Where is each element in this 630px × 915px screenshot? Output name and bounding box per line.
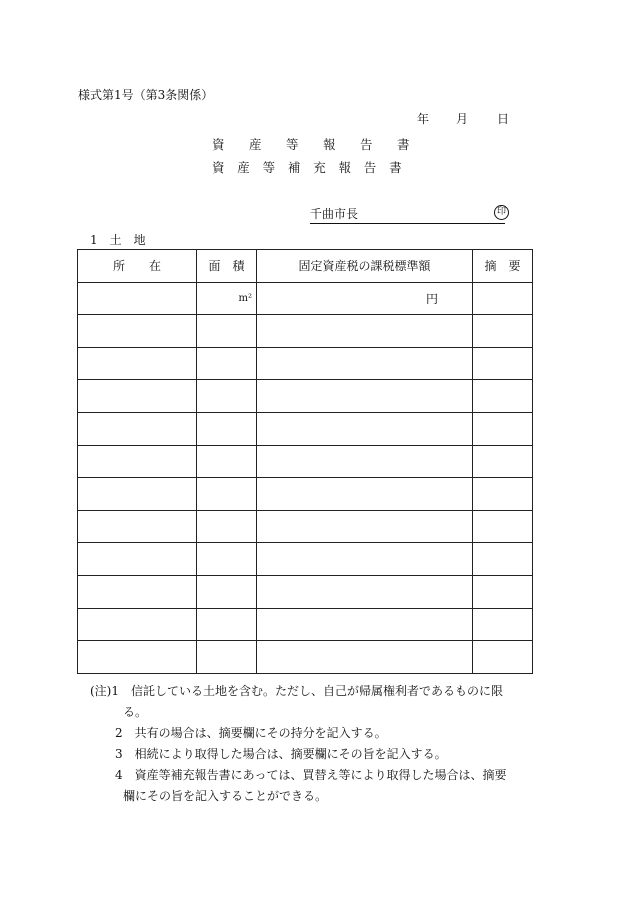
- area-cell[interactable]: [197, 412, 257, 445]
- location-cell[interactable]: [78, 641, 197, 674]
- note-line: る。: [123, 705, 148, 719]
- tax-base-cell[interactable]: [257, 641, 473, 674]
- date-day-label: 日: [497, 112, 510, 126]
- tax-base-cell[interactable]: [257, 543, 473, 576]
- location-cell[interactable]: [78, 543, 197, 576]
- header-area: 面 積: [197, 250, 257, 283]
- table-row: [78, 315, 533, 348]
- remarks-cell[interactable]: [473, 510, 533, 543]
- note-line: 欄にその旨を記入することができる。: [123, 789, 328, 803]
- tax-base-cell[interactable]: [257, 347, 473, 380]
- addressee-line: [310, 205, 505, 224]
- note-line: 4 資産等補充報告書にあっては、買替え等により取得した場合は、摘要: [115, 768, 507, 782]
- document-title-report: [212, 135, 413, 153]
- remarks-cell[interactable]: [473, 380, 533, 413]
- location-cell[interactable]: [78, 347, 197, 380]
- location-cell[interactable]: [78, 412, 197, 445]
- remarks-cell[interactable]: [473, 445, 533, 478]
- area-cell[interactable]: [197, 575, 257, 608]
- header-tax-base: 固定資産税の課税標準額: [257, 250, 473, 283]
- tax-base-cell[interactable]: [257, 315, 473, 348]
- tax-base-cell[interactable]: [257, 445, 473, 478]
- addressee-name: 千曲市長: [310, 207, 359, 221]
- table-row: [78, 575, 533, 608]
- table-row: [78, 282, 533, 315]
- title-char: 報: [323, 137, 336, 152]
- location-cell[interactable]: [78, 315, 197, 348]
- tax-base-cell[interactable]: [257, 282, 473, 315]
- date-month-label: 月: [456, 112, 469, 126]
- title-char: 書: [397, 137, 410, 152]
- tax-base-cell[interactable]: [257, 608, 473, 641]
- area-cell[interactable]: [197, 347, 257, 380]
- location-cell[interactable]: [78, 478, 197, 511]
- title-char: 充: [313, 160, 326, 175]
- title-char: 産: [237, 160, 250, 175]
- table-row: [78, 510, 533, 543]
- remarks-cell[interactable]: [473, 608, 533, 641]
- location-cell[interactable]: [78, 510, 197, 543]
- title-char: 資: [212, 137, 225, 152]
- tax-base-cell[interactable]: [257, 575, 473, 608]
- yen-unit: 円: [425, 291, 438, 306]
- seal-mark: 印: [494, 205, 509, 220]
- area-unit: m²: [238, 292, 252, 304]
- table-header-row: [78, 250, 533, 283]
- note-line: 3 相続により取得した場合は、摘要欄にその旨を記入する。: [115, 747, 447, 761]
- area-cell[interactable]: [197, 315, 257, 348]
- area-cell[interactable]: [197, 543, 257, 576]
- location-cell[interactable]: [78, 445, 197, 478]
- remarks-cell[interactable]: [473, 282, 533, 315]
- form-number: 様式第1号（第3条関係）: [78, 88, 214, 102]
- tax-base-cell[interactable]: [257, 380, 473, 413]
- title-char: 資: [212, 160, 225, 175]
- location-cell[interactable]: [78, 380, 197, 413]
- date-year-label: 年: [417, 112, 430, 126]
- tax-base-cell[interactable]: [257, 478, 473, 511]
- table-row: [78, 380, 533, 413]
- location-cell[interactable]: [78, 608, 197, 641]
- land-table: [77, 249, 533, 674]
- location-cell[interactable]: [78, 282, 197, 315]
- note-line: (注)1 信託している土地を含む。ただし、自己が帰属権利者であるものに限: [90, 684, 504, 698]
- header-location: 所 在: [78, 250, 197, 283]
- remarks-cell[interactable]: [473, 315, 533, 348]
- tax-base-cell[interactable]: [257, 510, 473, 543]
- table-row: [78, 412, 533, 445]
- table-row: [78, 347, 533, 380]
- tax-base-cell[interactable]: [257, 412, 473, 445]
- table-row: [78, 478, 533, 511]
- section-title: 1 土 地: [90, 233, 146, 247]
- title-char: 告: [360, 137, 373, 152]
- location-cell[interactable]: [78, 575, 197, 608]
- title-char: 等: [286, 137, 299, 152]
- area-cell[interactable]: [197, 282, 257, 315]
- remarks-cell[interactable]: [473, 478, 533, 511]
- header-remarks: 摘 要: [473, 250, 533, 283]
- title-char: 報: [338, 160, 351, 175]
- area-cell[interactable]: [197, 478, 257, 511]
- title-char: 書: [389, 160, 402, 175]
- notes-section: [90, 681, 540, 807]
- area-cell[interactable]: [197, 641, 257, 674]
- title-char: 等: [262, 160, 276, 175]
- remarks-cell[interactable]: [473, 412, 533, 445]
- document-title-supplementary: [212, 158, 405, 176]
- remarks-cell[interactable]: [473, 575, 533, 608]
- note-line: 2 共有の場合は、摘要欄にその持分を記入する。: [115, 726, 387, 740]
- table-row: [78, 608, 533, 641]
- remarks-cell[interactable]: [473, 641, 533, 674]
- table-row: [78, 543, 533, 576]
- table-row: [78, 445, 533, 478]
- title-char: 産: [249, 137, 262, 152]
- remarks-cell[interactable]: [473, 347, 533, 380]
- table-row: [78, 641, 533, 674]
- area-cell[interactable]: [197, 380, 257, 413]
- title-char: 告: [363, 160, 377, 175]
- remarks-cell[interactable]: [473, 543, 533, 576]
- area-cell[interactable]: [197, 445, 257, 478]
- area-cell[interactable]: [197, 608, 257, 641]
- title-char: 補: [287, 160, 301, 175]
- area-cell[interactable]: [197, 510, 257, 543]
